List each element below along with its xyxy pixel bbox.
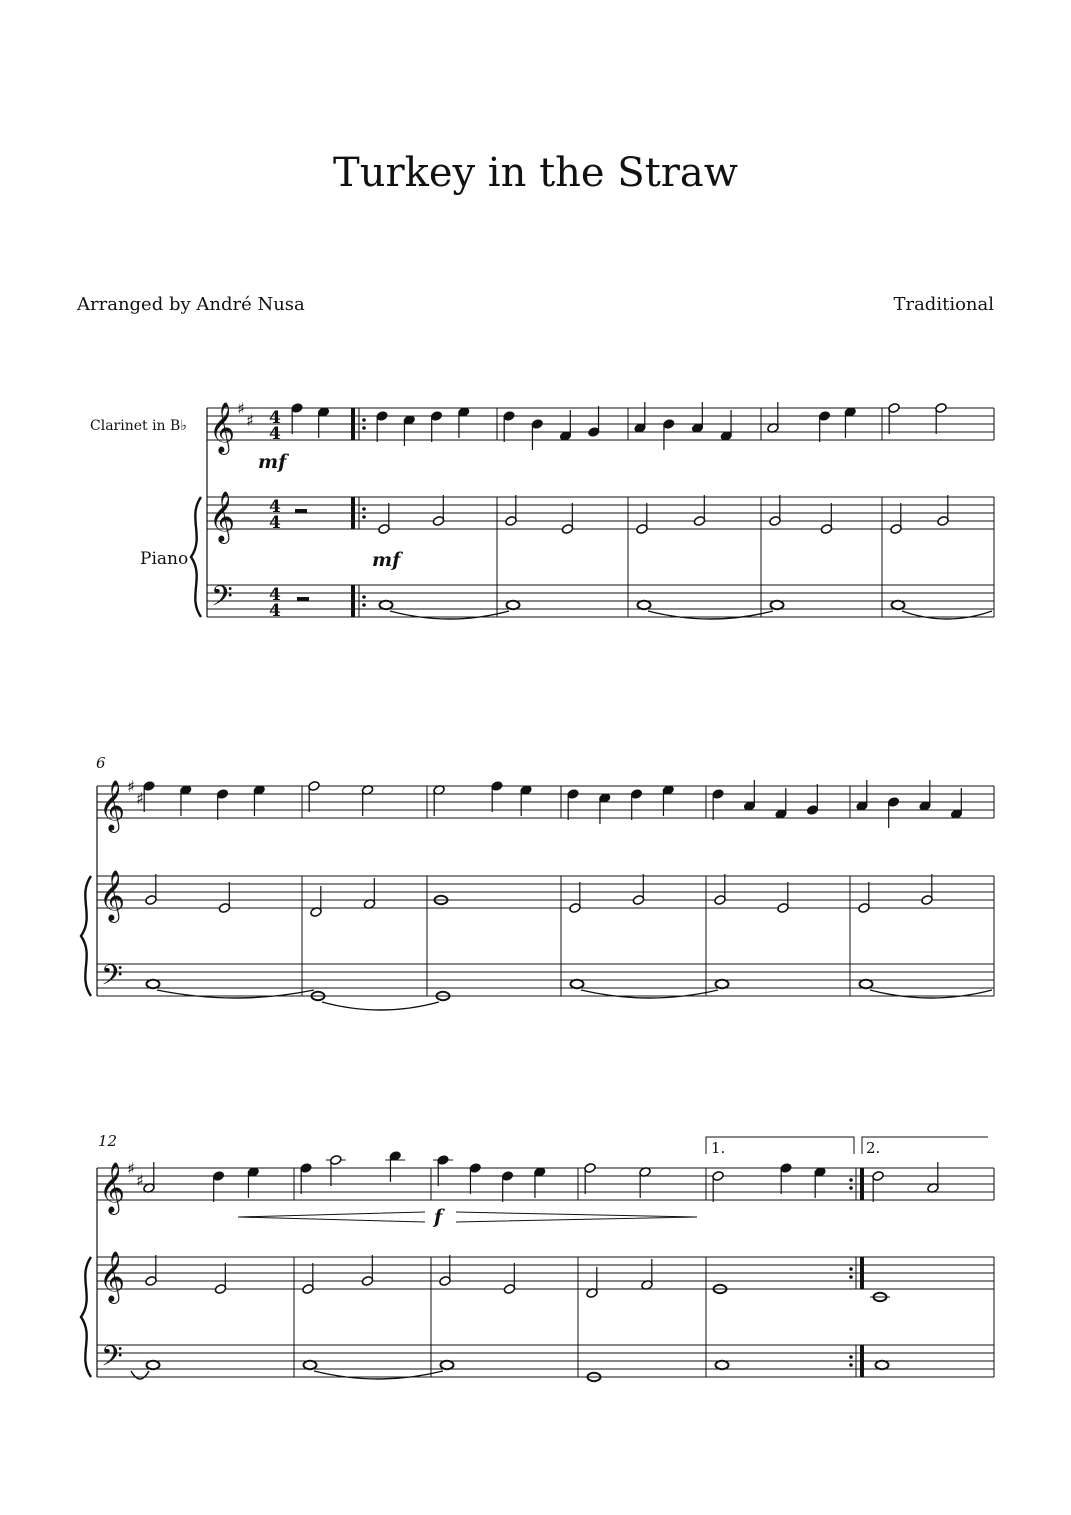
arranger-credit: Arranged by André Nusa bbox=[77, 294, 305, 315]
repeat-dot bbox=[849, 1275, 853, 1279]
dynamic-mf: mf bbox=[372, 549, 401, 571]
piano-bass-note bbox=[441, 1361, 454, 1369]
tie-arc bbox=[322, 1002, 439, 1010]
repeat-dot bbox=[362, 603, 366, 607]
sharp-c-icon: ♯ bbox=[136, 1171, 144, 1190]
time-signature-bottom: 4 bbox=[269, 601, 281, 621]
tie-arc bbox=[314, 1371, 443, 1379]
treble-clef-icon: 𝄞 bbox=[99, 1251, 126, 1302]
tie-arc bbox=[648, 611, 773, 619]
crescendo-hairpin bbox=[238, 1212, 425, 1222]
treble-clef-icon: 𝄞 bbox=[209, 402, 236, 453]
piano-bass-note bbox=[571, 980, 584, 988]
measure-number: 6 bbox=[96, 754, 106, 772]
dynamic-mf: mf bbox=[258, 451, 287, 473]
piano-bass-note bbox=[716, 1361, 729, 1369]
composer-credit: Traditional bbox=[893, 294, 994, 315]
tie-arc bbox=[131, 1371, 149, 1379]
sharp-c-icon: ♯ bbox=[246, 411, 254, 430]
repeat-dot bbox=[849, 1186, 853, 1190]
piano-brace bbox=[81, 876, 91, 996]
volta-label-first: 1. bbox=[711, 1139, 726, 1157]
piano-bass-note bbox=[147, 1361, 160, 1369]
treble-clef-icon: 𝄞 bbox=[99, 780, 126, 831]
tie-arc bbox=[390, 611, 509, 619]
half-rest-icon bbox=[297, 597, 309, 601]
time-signature-bottom: 4 bbox=[269, 424, 281, 444]
piano-bass-note bbox=[304, 1361, 317, 1369]
repeat-dot bbox=[849, 1363, 853, 1367]
repeat-dot bbox=[362, 426, 366, 430]
piano-bass-note bbox=[876, 1361, 889, 1369]
piano-brace bbox=[191, 497, 201, 617]
piano-bass-note bbox=[860, 980, 873, 988]
piece-title: Turkey in the Straw bbox=[333, 150, 738, 196]
repeat-dot bbox=[362, 595, 366, 599]
sharp-f-icon: ♯ bbox=[127, 777, 135, 796]
bass-clef-icon: 𝄢 bbox=[101, 1340, 123, 1380]
repeat-dot bbox=[362, 507, 366, 511]
piano-brace bbox=[81, 1257, 91, 1377]
sharp-c-icon: ♯ bbox=[136, 789, 144, 808]
time-signature-top: 4 bbox=[269, 497, 281, 517]
repeat-dot bbox=[849, 1355, 853, 1359]
piano-bass-note bbox=[638, 601, 651, 609]
volta-bracket-second bbox=[862, 1137, 988, 1154]
treble-clef-icon: 𝄞 bbox=[209, 491, 236, 542]
repeat-dot bbox=[849, 1178, 853, 1182]
piano-bass-note bbox=[892, 601, 905, 609]
decrescendo-hairpin bbox=[456, 1212, 697, 1222]
treble-clef-icon: 𝄞 bbox=[99, 1162, 126, 1213]
volta-label-second: 2. bbox=[866, 1139, 881, 1157]
tie-arc bbox=[581, 990, 718, 998]
volta-bracket-first bbox=[706, 1137, 854, 1154]
tie-arc bbox=[157, 990, 314, 998]
treble-clef-icon: 𝄞 bbox=[99, 870, 126, 921]
tie-arc bbox=[902, 611, 992, 619]
instrument-name-piano: Piano bbox=[140, 549, 189, 569]
repeat-dot bbox=[849, 1267, 853, 1271]
repeat-dot bbox=[362, 515, 366, 519]
bass-clef-icon: 𝄢 bbox=[211, 580, 233, 620]
sharp-f-icon: ♯ bbox=[127, 1159, 135, 1178]
piano-bass-note bbox=[380, 601, 393, 609]
piano-bass-note bbox=[147, 980, 160, 988]
dynamic-f: f bbox=[434, 1206, 443, 1228]
piano-bass-note bbox=[507, 601, 520, 609]
repeat-dot bbox=[362, 418, 366, 422]
time-signature-top: 4 bbox=[269, 585, 281, 605]
measure-number: 12 bbox=[98, 1132, 118, 1150]
bass-clef-icon: 𝄢 bbox=[101, 959, 123, 999]
instrument-name-clarinet: Clarinet in B♭ bbox=[90, 418, 187, 434]
piano-bass-note bbox=[771, 601, 784, 609]
time-signature-top: 4 bbox=[269, 408, 281, 428]
half-rest-icon bbox=[295, 509, 307, 513]
sharp-f-icon: ♯ bbox=[237, 399, 245, 418]
piano-bass-note bbox=[716, 980, 729, 988]
time-signature-bottom: 4 bbox=[269, 513, 281, 533]
tie-arc bbox=[870, 990, 992, 998]
